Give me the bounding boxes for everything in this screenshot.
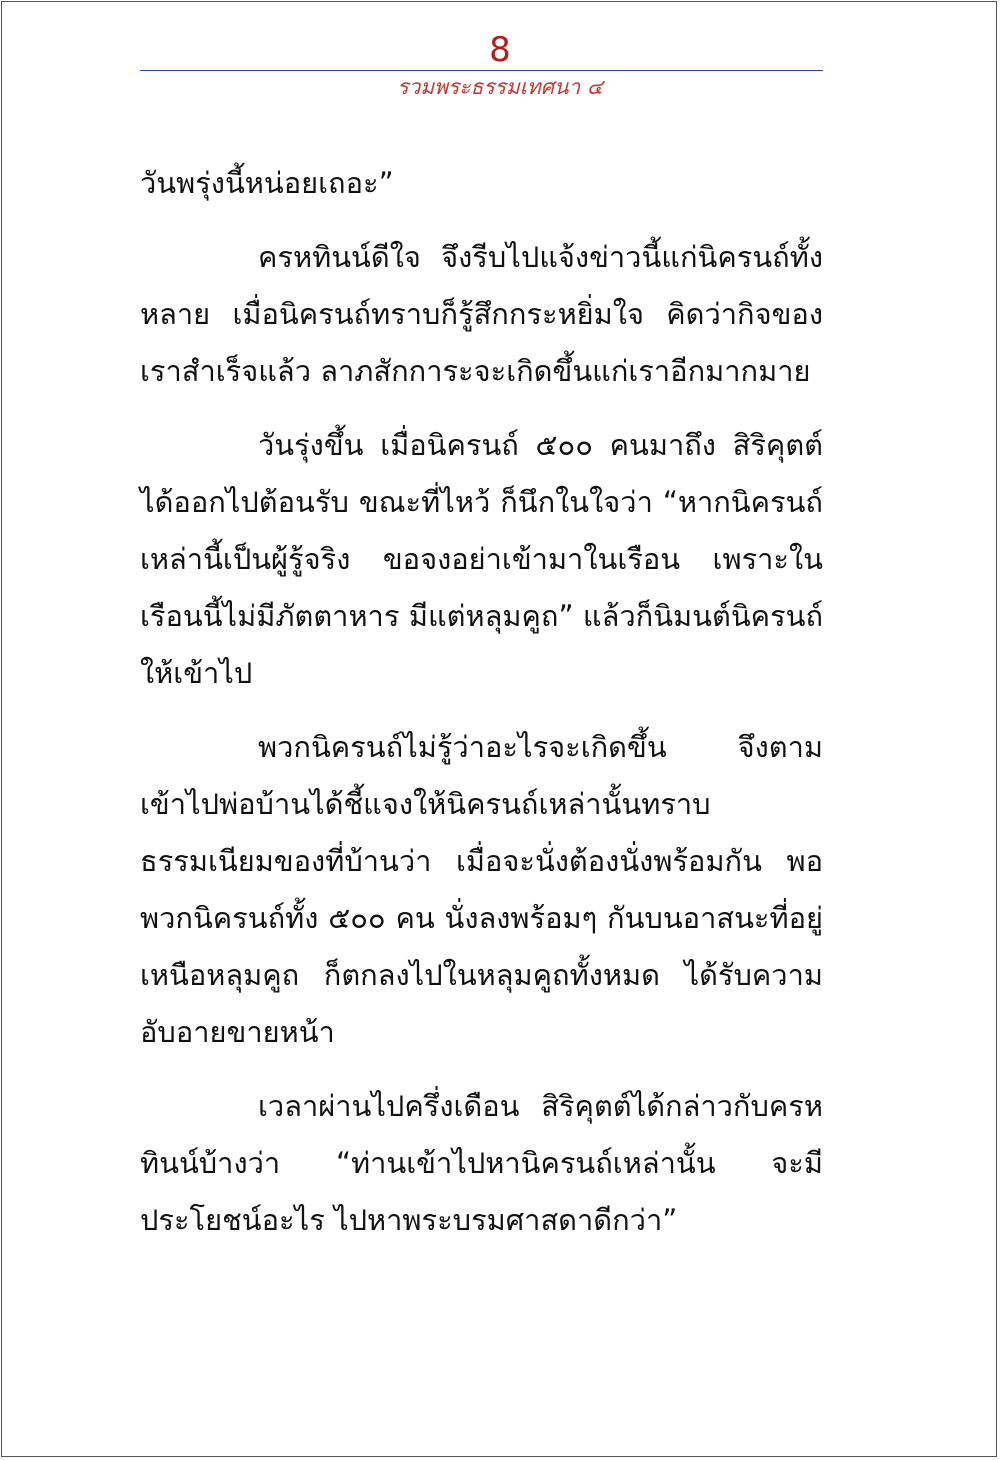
paragraph: ครหทินน์ดีใจ จึงรีบไปแจ้งข่าวนี้แก่นิครนถ์ทั้งหลาย เมื่อนิครนถ์ทราบก็รู้สึกกระหยิ่มใจ คิดว่ากิจของเราสำเร็จแล้ว ลาภสักการะจะเกิดขึ้นแก่เราอีกมากมาย — [140, 240, 823, 388]
book-page — [1, 1, 997, 1457]
paragraph: เวลาผ่านไปครึ่งเดือน สิริคุตต์ได้กล่าวกับครหทินน์บ้างว่า “ท่านเข้าไปหานิครนถ์เหล่านั้น จะมีประโยชน์อะไร ไปหาพระบรมศาสดาดีกว่า” — [140, 1089, 823, 1237]
body-text — [140, 155, 823, 1266]
paragraph: วันรุ่งขึ้น เมื่อนิครนถ์ ๕๐๐ คนมาถึง สิริคุตต์ได้ออกไปต้อนรับ ขณะที่ไหว้ ก็นึกในใจว่า “หากนิครนถ์เหล่านี้เป็นผู้รู้จริง ขอจงอย่าเข้ามาในเรือน เพราะในเรือนนี้ไม่มีภัตตาหาร มีแต่หลุมคูถ” แล้วก็นิมนต์นิครนถ์ให้เข้าไป — [140, 428, 823, 690]
paragraph: พวกนิครนถ์ไม่รู้ว่าอะไรจะเกิดขึ้น จึงตามเข้าไปพ่อบ้านได้ชี้แจงให้นิครนถ์เหล่านั้นทราบธรรมเนียมของที่บ้านว่า เมื่อจะนั่งต้องนั่งพร้อมกัน พอพวกนิครนถ์ทั้ง ๕๐๐ คน นั่งลงพร้อมๆ กันบนอาสนะที่อยู่เหนือหลุมคูถ ก็ตกลงไปในหลุมคูถทั้งหมด ได้รับความอับอายขายหน้า — [140, 730, 823, 1049]
header-divider — [140, 70, 823, 71]
running-title: รวมพระธรรมเทศนา ๔ — [397, 75, 603, 99]
paragraph-continuation: วันพรุ่งนี้หน่อยเถอะ” — [140, 166, 394, 200]
page-number: 8 — [489, 30, 511, 70]
